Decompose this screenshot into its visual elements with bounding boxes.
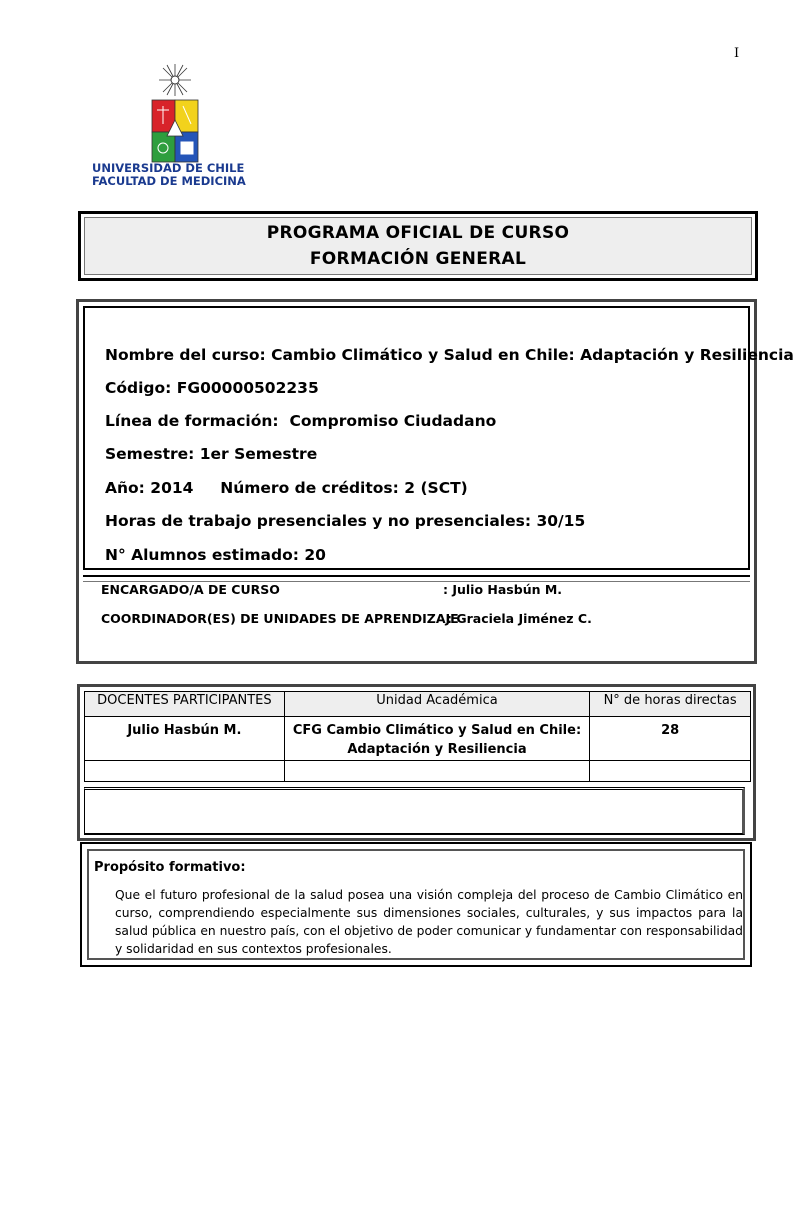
- table-row: [85, 717, 751, 761]
- students-line: [105, 546, 326, 564]
- training-line-value: Compromiso Ciudadano: [289, 412, 497, 430]
- header-teachers: DOCENTES PARTICIPANTES: [85, 692, 285, 717]
- purpose-inner: [87, 849, 745, 960]
- year-label: Año:: [105, 479, 145, 497]
- info-separator: [83, 575, 750, 582]
- university-name-line1: UNIVERSIDAD DE CHILE: [92, 161, 245, 175]
- teachers-box: [77, 684, 756, 841]
- title-line1: PROGRAMA OFICIAL DE CURSO: [266, 223, 570, 243]
- course-manager-label: ENCARGADO/A DE CURSO: [101, 582, 280, 597]
- students-value: 20: [304, 546, 326, 564]
- training-line-line: [105, 412, 496, 430]
- year-credits-line: [105, 479, 468, 497]
- header-unit: Unidad Académica: [284, 692, 589, 717]
- teacher-unit-cell: CFG Cambio Climático y Salud en Chile: Adaptación y Resiliencia: [284, 717, 589, 761]
- year-value: 2014: [150, 479, 194, 497]
- university-name: [92, 162, 246, 188]
- course-name-value: Cambio Climático y Salud en Chile: Adaptación y Resiliencia: [271, 346, 794, 364]
- students-label: N° Alumnos estimado:: [105, 546, 299, 564]
- empty-cell: [590, 761, 751, 782]
- semester-label: Semestre:: [105, 445, 195, 463]
- empty-table-row: [85, 761, 751, 782]
- teacher-hours-cell: 28: [590, 717, 751, 761]
- credits-value: 2 (SCT): [404, 479, 468, 497]
- title-inner: [84, 217, 752, 275]
- course-name-label: Nombre del curso:: [105, 346, 266, 364]
- coordinator-value: : Graciela Jiménez C.: [447, 611, 592, 626]
- training-line-label: Línea de formación:: [105, 412, 279, 430]
- university-crest-icon: [147, 62, 203, 164]
- semester-value: 1er Semestre: [199, 445, 318, 463]
- course-info-box: [76, 299, 794, 664]
- course-manager-value: : Julio Hasbún M.: [443, 582, 563, 597]
- header-hours: N° de horas directas: [590, 692, 751, 717]
- credits-label: Número de créditos:: [220, 479, 399, 497]
- semester-line: [105, 445, 317, 463]
- university-logo: [92, 62, 262, 192]
- teachers-header-row: [85, 692, 751, 717]
- course-code-line: [105, 379, 319, 397]
- course-code-value: FG00000502235: [176, 379, 319, 397]
- empty-cell: [284, 761, 589, 782]
- teachers-lower-frame: [84, 787, 745, 835]
- hours-label: Horas de trabajo presenciales y no presenciales:: [105, 512, 532, 530]
- course-manager-line: [101, 582, 563, 597]
- purpose-text: Que el futuro profesional de la salud posea una visión compleja del proceso de Cambio Climático en curso, comprendiendo especialmente sus dimensiones sociales, culturales, y sus impactos para la salud pública en nuestro país, con el objetivo de poder comunicar y fundamentar con responsabilidad y solidaridad en sus contextos profesionales.: [115, 888, 743, 956]
- page-number: I: [734, 46, 740, 61]
- hours-value: 30/15: [536, 512, 586, 530]
- purpose-box: [80, 842, 752, 967]
- hours-line: [105, 512, 585, 530]
- purpose-title: Propósito formativo:: [94, 860, 246, 875]
- coordinator-label: COORDINADOR(ES) DE UNIDADES DE APRENDIZAJE: [101, 611, 459, 626]
- title-line2: FORMACIÓN GENERAL: [309, 249, 527, 269]
- teachers-table: [84, 691, 751, 782]
- empty-cell: [85, 761, 285, 782]
- title-box: [78, 211, 758, 281]
- faculty-name-line2: FACULTAD DE MEDICINA: [92, 174, 246, 188]
- course-name-line: [105, 346, 794, 364]
- coordinator-line: [101, 611, 592, 626]
- course-info-inner: [83, 306, 794, 570]
- course-code-label: Código:: [105, 379, 172, 397]
- teacher-name-cell: Julio Hasbún M.: [85, 717, 285, 761]
